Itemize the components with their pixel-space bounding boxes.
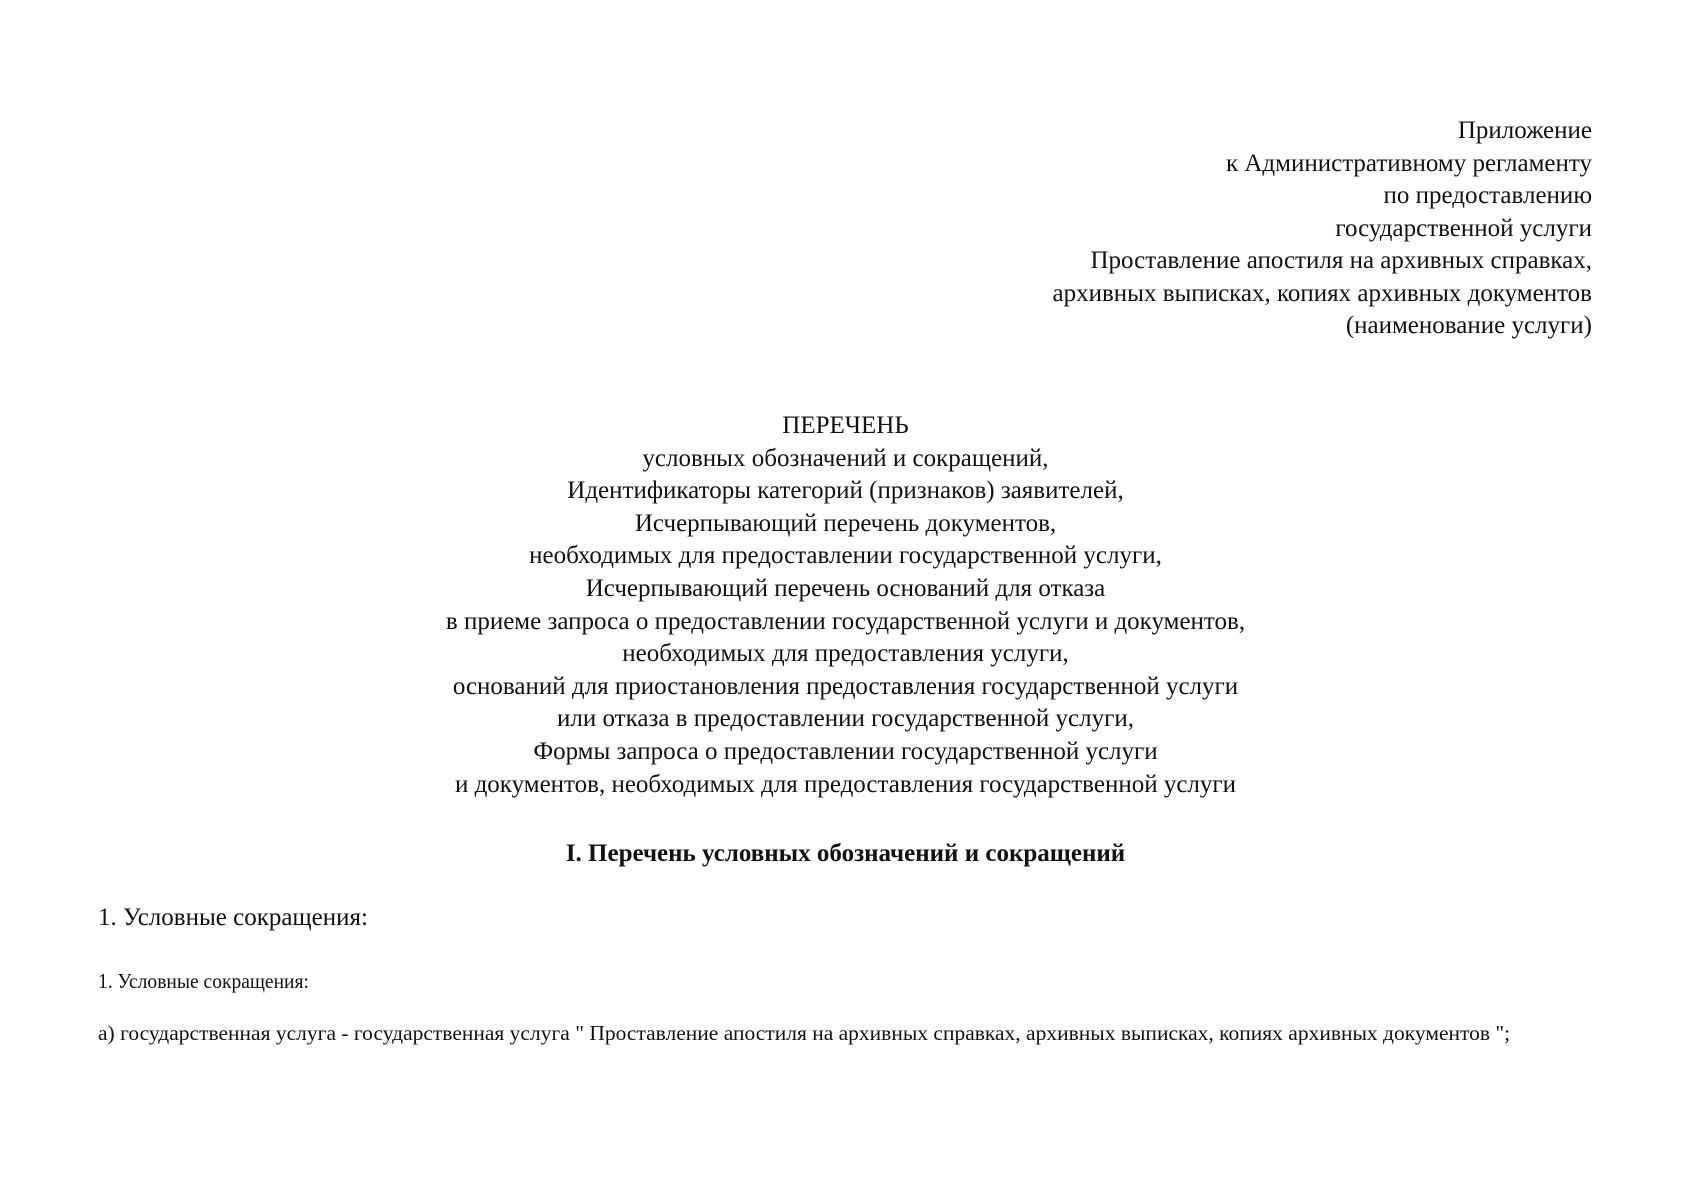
appendix-header [1053, 115, 1593, 343]
title-line: Идентификаторы категорий (признаков) заявителей, [567, 477, 1124, 505]
paragraph-a-text: а) государственная услуга - государственная услуга " Проставление апостиля на архивных справках, архивных выписках, копиях архивных документов "; [98, 1021, 1511, 1045]
appendix-line: Проставление апостиля на архивных справках, [1090, 247, 1592, 274]
title-line: Исчерпывающий перечень оснований для отказа [585, 574, 1106, 602]
appendix-line: Приложение [1457, 117, 1592, 144]
paragraph-a [42, 1019, 1583, 1047]
section-heading: I. Перечень условных обозначений и сокращений [565, 840, 1126, 867]
title-line: Формы запроса о предоставлении государственной услуги [533, 737, 1158, 765]
title-line: Исчерпывающий перечень документов, [634, 509, 1057, 537]
item-abbreviations-subheading: 1. Условные сокращения: [98, 969, 309, 993]
appendix-line: (наименование услуги) [1345, 312, 1592, 339]
title-line: необходимых для предоставления услуги, [622, 640, 1069, 668]
appendix-line: по предоставлению [1383, 182, 1592, 209]
title-heading: ПЕРЕЧЕНЬ [782, 412, 909, 439]
item-abbreviations-heading: 1. Условные сокращения: [98, 904, 368, 931]
appendix-line: архивных выписках, копиях архивных документов [1052, 279, 1592, 307]
title-line: в приеме запроса о предоставлении государственной услуги и документов, [445, 607, 1246, 635]
title-line: условных обозначений и сокращений, [642, 444, 1049, 472]
appendix-line: к Административному регламенту [1225, 149, 1592, 177]
title-line: или отказа в предоставлении государственной услуги, [557, 705, 1134, 733]
document-title [0, 410, 1691, 801]
appendix-line: государственной услуги [1335, 214, 1592, 242]
title-line: необходимых для предоставлении государственной услуги, [529, 542, 1162, 570]
title-line: и документов, необходимых для предоставления государственной услуги [454, 770, 1237, 798]
title-line: оснований для приостановления предоставления государственной услуги [452, 672, 1239, 700]
